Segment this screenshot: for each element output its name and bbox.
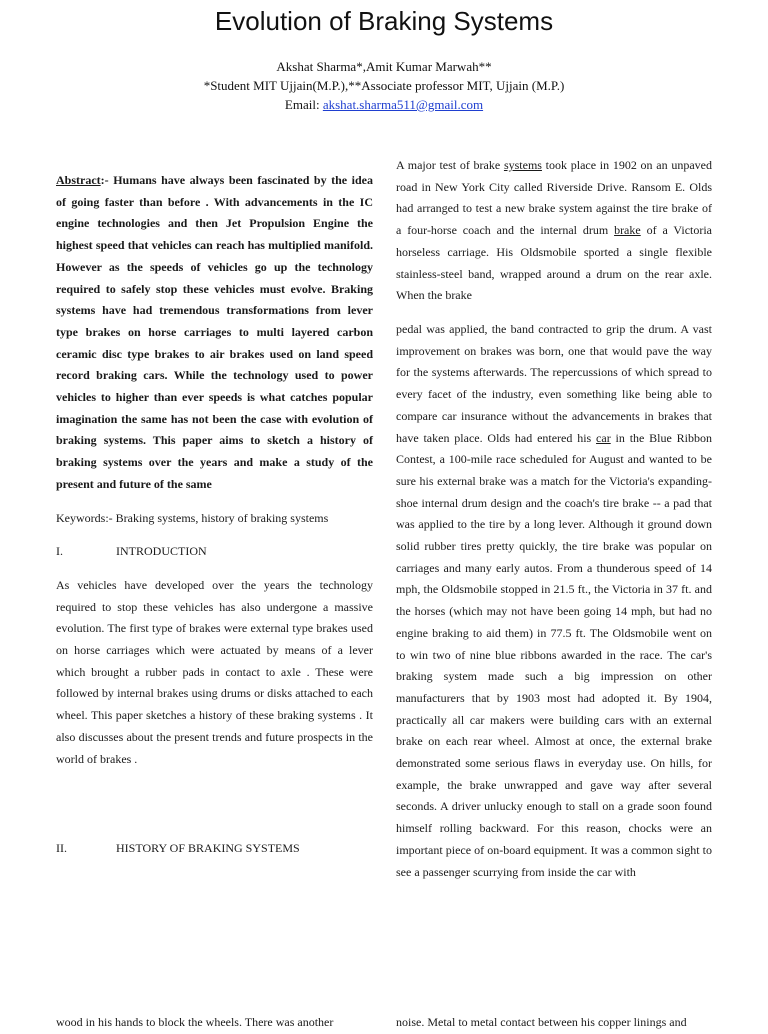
right-column-bottom — [396, 1012, 712, 1034]
section-heading-history — [56, 838, 373, 860]
authors: Akshat Sharma*,Amit Kumar Marwah** — [276, 59, 492, 74]
link-car[interactable]: car — [596, 430, 611, 445]
section-number: I. — [56, 544, 63, 559]
right-column-middle — [396, 319, 712, 883]
right-column-top — [396, 155, 712, 307]
affiliation: *Student MIT Ujjain(M.P.),**Associate professor MIT, Ujjain (M.P.) — [203, 78, 565, 93]
section-heading-introduction — [56, 541, 373, 563]
paragraph-riverside-test — [396, 155, 712, 307]
text-span: took place in 1902 on an unpaved road in New York City called Riverside Drive. Ransom E. Olds had arranged to test a new brake system against the tire brake of a four-horse coach and the internal drum — [396, 158, 712, 238]
text-span: pedal was applied, the band contracted to grip the drum. A vast improvement on brakes was born, one that would pave the way for the systems afterwards. The repercussions of which spread to every facet of the industry, even something like being able to compare car insurance without the advancements in brakes that have taken place. Olds had entered his — [396, 322, 712, 445]
text-span: of a Victoria horseless carriage. His Oldsmobile sported a single flexible stainless-steel band, wrapped around a drum on the rear axle. When the brake — [396, 223, 713, 303]
link-systems[interactable]: systems — [503, 158, 542, 172]
email-link[interactable]: akshat.sharma511@gmail.com — [322, 97, 484, 112]
email-line — [0, 96, 768, 114]
abstract-text: :- Humans have always been fascinated by the idea of going faster than before . With advancements in the IC engine technologies and then Jet Propulsion Engine the highest speed that vehicles can reach has multiplied manifold. However as the speeds of vehicles go up the technology required to safely stop these vehicles must evolve. Braking systems have had tremendous transformations from lever type brakes on horse carriages to multi layered carbon ceramic disc type brakes to air brakes used on land speed record braking cars. While the technology used to power vehicles to higher than ever speeds is what catches popular imagination the same has not been the case with evolution of braking systems. This paper aims to sketch a history of braking systems over the years and make a study of the present and future of the same — [56, 173, 373, 491]
paragraph-fragment: wood in his hands to block the wheels. There was another — [56, 1015, 334, 1029]
left-column-bottom — [56, 1012, 373, 1034]
section-title: HISTORY OF BRAKING SYSTEMS — [116, 841, 300, 855]
keywords: Keywords:- Braking systems, history of braking systems — [56, 510, 329, 525]
left-column-top — [56, 170, 373, 770]
section-title: INTRODUCTION — [116, 544, 207, 559]
paper-title: Evolution of Braking Systems — [214, 6, 554, 36]
paragraph-fragment: noise. Metal to metal contact between his copper linings and — [396, 1015, 687, 1029]
paragraph-brake-history — [396, 319, 712, 883]
abstract-label: Abstract — [56, 173, 101, 187]
text-span: in the Blue Ribbon Contest, a 100-mile race scheduled for August and wanted to be sure his external brake was a match for the Victoria's expanding-shoe internal drum design and the coach's tire brake -- a pad that was applied to the tire by a long lever. Although it ground down solid rubber tires pretty quickly, the tire brake was popular on carriages and many early autos. From a thunderous speed of 14 mph, the Oldsmobile stopped in 21.5 ft., the Victoria in 37 ft. and the horses (which may not have been going 14 mph, but had no engine braking to aid them) in 77.5 ft. The Oldsmobile went on to win two of nine blue ribbons awarded in the race. The car's braking system made such a big impression on other manufacturers that by 1903 most had adopted it. By 1904, practically all car makers were building cars with an external brake on each rear wheel. Almost at once, the external brake demonstrated some serious flaws in everyday use. On hills, for example, the brake unwrapped and gave way after several seconds. A driver unlucky enough to stall on a grade soon found himself rolling backward. For this reason, chocks were an important piece of on-board equipment. It was a common sight to see a passenger scurrying from inside the car with — [396, 430, 713, 879]
section-number: II. — [56, 841, 67, 855]
left-column-heading — [56, 838, 373, 860]
text-span: A major test of brake — [396, 158, 504, 172]
link-brake[interactable]: brake — [614, 223, 641, 238]
introduction-paragraph: As vehicles have developed over the years the technology required to stop these vehicles has also undergone a massive evolution. The first type of brakes were external type brakes used on horse carriages which were actuated by means of a lever which brought a rubber pads in contact to axle . These were followed by internal brakes using drums or disks attached to each wheel. This paper sketches a history of these braking systems . It also discusses about the present trends and future prospects in the world of brakes . — [56, 577, 373, 766]
abstract — [56, 170, 373, 496]
email-label: Email: — [284, 97, 323, 112]
